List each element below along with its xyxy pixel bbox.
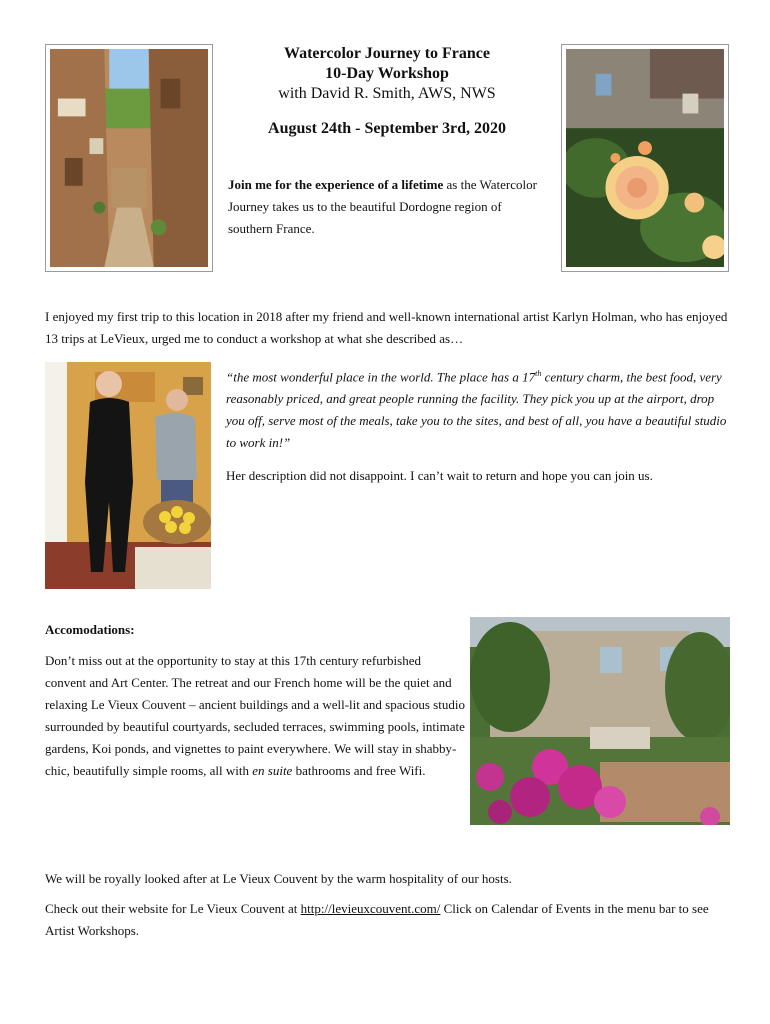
intro-paragraph	[228, 174, 538, 240]
accommodations-text-b: bathrooms and free Wifi.	[292, 763, 426, 778]
accommodations-heading: Accomodations:	[45, 622, 135, 637]
workshop-subtitle: 10-Day Workshop	[325, 65, 449, 82]
website-paragraph	[45, 898, 735, 942]
quote-start: “the most wonderful place in the world. The place has a 17	[226, 369, 536, 385]
accommodations-paragraph	[45, 650, 465, 782]
photo-village-street	[45, 44, 213, 272]
instructor-line: with David R. Smith, AWS, NWS	[278, 85, 496, 102]
quote-end: century charm, the best food, very reasonably priced, and great people running the facility. They pick you up at the airport, drop you off, serve most of the meals, take you to the sites, and best of all, you have a beautiful studio to work in!”	[226, 369, 727, 451]
story-paragraph: I enjoyed my first trip to this location in 2018 after my friend and well-known international artist Karlyn Holman, who has enjoyed 13 trips at LeVieux, urged me to conduct a workshop at what she described as…	[45, 309, 728, 346]
photo-artists	[45, 362, 211, 589]
intro-bold: Join me for the experience of a lifetime	[228, 177, 444, 192]
workshop-dates: August 24th - September 3rd, 2020	[268, 120, 506, 137]
closing-paragraph: We will be royally looked after at Le Vieux Couvent by the warm hospitality of our hosts.	[45, 871, 512, 886]
photo-convent-courtyard	[470, 617, 730, 825]
intro-rest: as the Watercolor Journey takes us to the beautiful Dordogne region of southern France.	[228, 177, 537, 236]
workshop-title: Watercolor Journey to France	[283, 45, 491, 62]
photo-roses	[561, 44, 729, 272]
workshop-header	[232, 44, 542, 140]
website-text-a: Check out their website for Le Vieux Couvent at	[45, 901, 301, 916]
website-text-b: Click on Calendar of Events in the menu bar to see Artist Workshops.	[45, 901, 709, 938]
accommodations-text-a: Don’t miss out at the opportunity to stay at this 17th century refurbished convent and Art Center. The retreat and our French home will be the quiet and relaxing Le Vieux Couvent – ancient buildings and a well-lit and spacious studio surrounded by beautiful courtyards, secluded terraces, swimming pools, intimate gardens, Koi ponds, and vignettes to paint everywhere. We will stay in shabby-chic, beautifully simple rooms, all with	[45, 653, 465, 778]
quote-superscript: th	[535, 369, 542, 378]
website-link[interactable]: http://levieuxcouvent.com/	[300, 901, 441, 916]
accommodations-italic: en suite	[252, 763, 293, 778]
quote-paragraph	[226, 363, 736, 454]
followup-paragraph: Her description did not disappoint. I can’t wait to return and hope you can join us.	[226, 468, 653, 483]
